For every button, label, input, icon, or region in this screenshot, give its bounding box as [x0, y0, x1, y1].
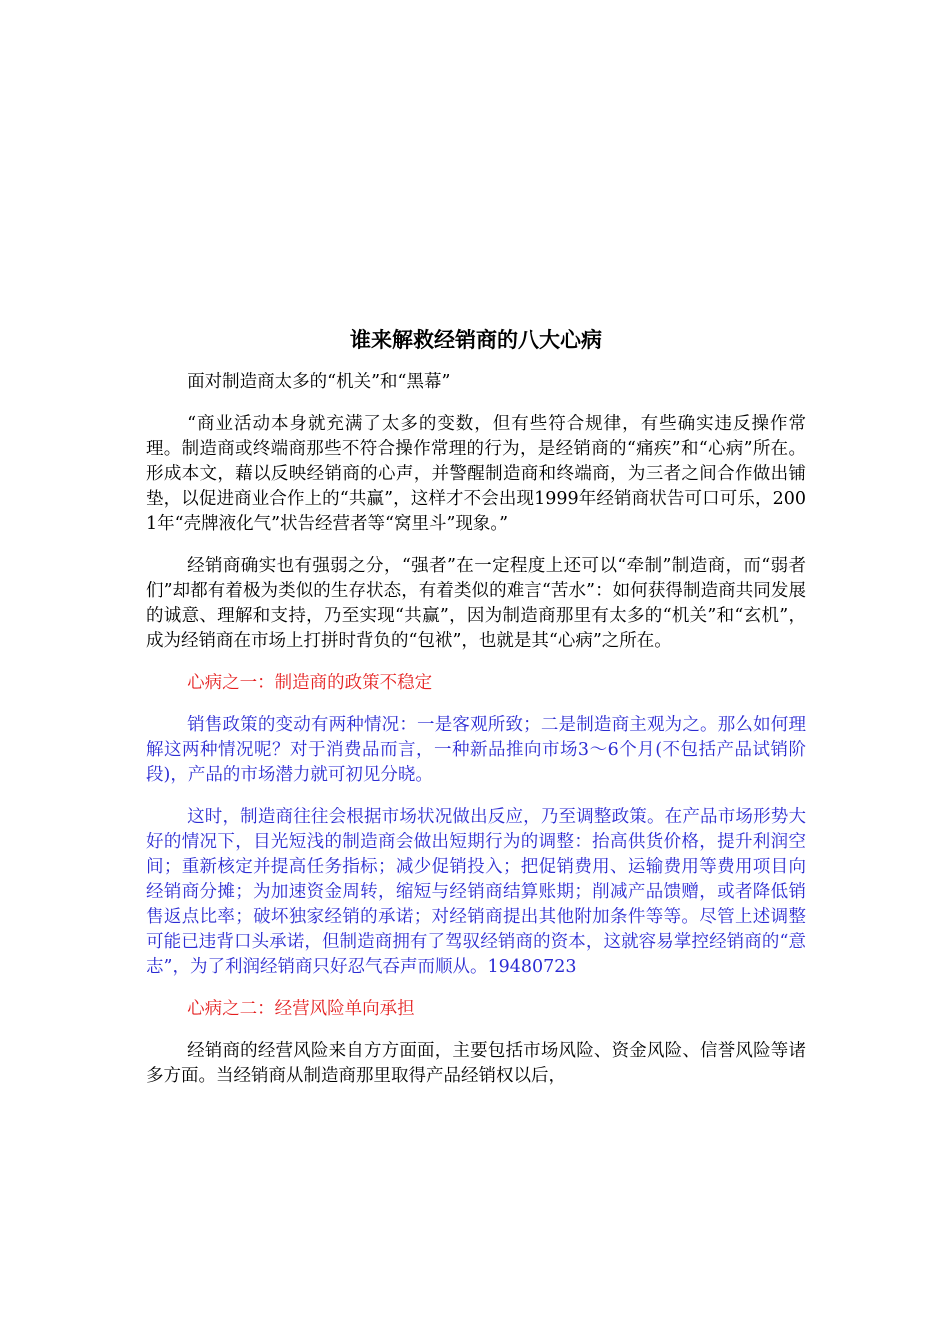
- paragraph-policy-change: 销售政策的变动有两种情况：一是客观所致；二是制造商主观为之。那么如何理解这两种情况呢？对于消费品而言，一种新品推向市场3～6个月(不包括产品试销阶段)，产品的市场潜力就可初见分晓。: [146, 715, 806, 785]
- paragraph-dealers: 经销商确实也有强弱之分，“强者”在一定程度上还可以“牵制”制造商，而“弱者们”却都有着极为类似的生存状态，有着类似的难言“苦水”：如何获得制造商共同发展的诚意、理解和支持，乃至实现“共赢”，因为制造商那里有太多的“机关”和“玄机”，成为经销商在市场上打拼时背负的“包袱”，也就是其“心病”之所在。: [146, 556, 806, 651]
- document-page: [146, 322, 806, 1106]
- section-heading-2: 心病之二：经营风险单向承担: [187, 999, 415, 1019]
- intro-subtitle: 面对制造商太多的“机关”和“黑幕”: [187, 372, 451, 392]
- paragraph-risk: 经销商的经营风险来自方方面面，主要包括市场风险、资金风险、信誉风险等诸多方面。当经销商从制造商那里取得产品经销权以后，: [146, 1041, 806, 1086]
- document-title: 谁来解救经销商的八大心病: [350, 328, 602, 352]
- paragraph-adjustments: 这时，制造商往往会根据市场状况做出反应，乃至调整政策。在产品市场形势大好的情况下，目光短浅的制造商会做出短期行为的调整：抬高供货价格，提升利润空间；重新核定并提高任务指标；减少促销投入；把促销费用、运输费用等费用项目向经销商分摊；为加速资金周转，缩短与经销商结算账期；削减产品馈赠，或者降低销售返点比率；破坏独家经销的承诺；对经销商提出其他附加条件等等。尽管上述调整可能已违背口头承诺，但制造商拥有了驾驭经销商的资本，这就容易掌控经销商的“意志”，为了利润经销商只好忍气吞声而顺从。19480723: [146, 807, 806, 977]
- paragraph-quote: “商业活动本身就充满了太多的变数，但有些符合规律，有些确实违反操作常理。制造商或终端商那些不符合操作常理的行为，是经销商的“痛疾”和“心病”所在。形成本文，藉以反映经销商的心声，并警醒制造商和终端商，为三者之间合作做出铺垫，以促进商业合作上的“共赢”，这样才不会出现1999年经销商状告可口可乐，2001年“壳牌液化气”状告经营者等“窝里斗”现象。”: [146, 414, 806, 534]
- section-heading-1: 心病之一：制造商的政策不稳定: [187, 673, 433, 693]
